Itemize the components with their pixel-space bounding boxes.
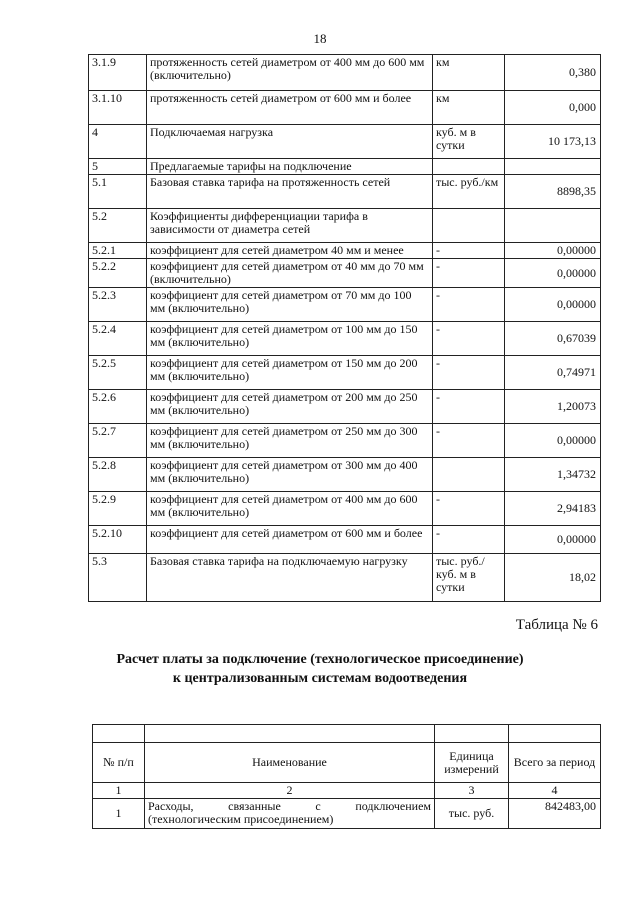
tariff-row (89, 356, 601, 390)
row-num: 5.2.6 (89, 390, 147, 424)
row-num: 1 (93, 799, 145, 829)
row-unit: - (433, 390, 505, 424)
row-value: 0,00000 (505, 288, 601, 322)
row-num: 5.2.9 (89, 492, 147, 526)
row-value (505, 159, 601, 175)
table-6-title (0, 650, 640, 688)
row-name: коэффициент для сетей диаметром от 600 мм и более (147, 526, 433, 554)
tariff-row (89, 55, 601, 91)
row-unit: км (433, 55, 505, 91)
row-value: 1,34732 (505, 458, 601, 492)
table-6-header-row (93, 743, 601, 783)
tariff-row (89, 458, 601, 492)
table-6-data-row (93, 799, 601, 829)
tariff-row (89, 288, 601, 322)
row-num: 5 (89, 159, 147, 175)
row-value: 0,380 (505, 55, 601, 91)
row-name: коэффициент для сетей диаметром от 250 мм до 300 мм (включительно) (147, 424, 433, 458)
row-unit (433, 209, 505, 243)
table-6-top-row (93, 725, 601, 743)
row-name: Подключаемая нагрузка (147, 125, 433, 159)
row-unit (433, 458, 505, 492)
header-total: Всего за период (509, 743, 601, 783)
tariff-row (89, 243, 601, 259)
tariff-row (89, 91, 601, 125)
row-name: Предлагаемые тарифы на подключение (147, 159, 433, 175)
tariff-row (89, 424, 601, 458)
row-num: 4 (89, 125, 147, 159)
column-number: 2 (145, 783, 435, 799)
row-num: 5.3 (89, 554, 147, 602)
row-unit (433, 159, 505, 175)
row-name: коэффициент для сетей диаметром от 100 мм до 150 мм (включительно) (147, 322, 433, 356)
header-name: Наименование (145, 743, 435, 783)
row-unit: куб. м в сутки (433, 125, 505, 159)
row-unit: - (433, 243, 505, 259)
table-6-title-line-2: к централизованным системам водоотведения (172, 671, 468, 686)
row-num: 5.2.3 (89, 288, 147, 322)
tariff-row (89, 390, 601, 424)
row-value: 0,00000 (505, 424, 601, 458)
row-num: 5.2.10 (89, 526, 147, 554)
connection-fee-table (92, 724, 601, 829)
tariff-row (89, 492, 601, 526)
row-value: 0,74971 (505, 356, 601, 390)
row-unit: тыс. руб./км (433, 175, 505, 209)
column-number: 4 (509, 783, 601, 799)
row-value (505, 209, 601, 243)
row-value: 0,00000 (505, 259, 601, 288)
tariff-row (89, 526, 601, 554)
row-unit: тыс. руб./ куб. м в сутки (433, 554, 505, 602)
tariff-row (89, 175, 601, 209)
row-value: 1,20073 (505, 390, 601, 424)
row-total: 842483,00 (509, 799, 601, 829)
row-name: протяженность сетей диаметром от 600 мм и более (147, 91, 433, 125)
column-number: 1 (93, 783, 145, 799)
row-name: коэффициент для сетей диаметром от 200 мм до 250 мм (включительно) (147, 390, 433, 424)
row-value: 18,02 (505, 554, 601, 602)
row-num: 3.1.9 (89, 55, 147, 91)
page-number: 18 (313, 31, 327, 46)
row-unit: - (433, 424, 505, 458)
empty-cell (93, 725, 145, 743)
row-num: 5.2.8 (89, 458, 147, 492)
row-num: 5.2.5 (89, 356, 147, 390)
table-6-title-line-1: Расчет платы за подключение (технологическое присоединение) (116, 652, 524, 667)
row-unit: - (433, 322, 505, 356)
row-value: 0,67039 (505, 322, 601, 356)
row-unit: - (433, 356, 505, 390)
row-unit: тыс. руб. (435, 799, 509, 829)
row-name: Базовая ставка тарифа на подключаемую нагрузку (147, 554, 433, 602)
row-value: 10 173,13 (505, 125, 601, 159)
row-num: 5.2.7 (89, 424, 147, 458)
row-num: 5.2.2 (89, 259, 147, 288)
row-num: 5.2 (89, 209, 147, 243)
row-name: коэффициент для сетей диаметром от 300 мм до 400 мм (включительно) (147, 458, 433, 492)
row-unit: - (433, 288, 505, 322)
row-name: коэффициент для сетей диаметром от 150 мм до 200 мм (включительно) (147, 356, 433, 390)
header-num: № п/п (93, 743, 145, 783)
empty-cell (435, 725, 509, 743)
row-unit: - (433, 526, 505, 554)
tariff-row (89, 322, 601, 356)
tariff-row (89, 259, 601, 288)
row-unit: - (433, 259, 505, 288)
empty-cell (145, 725, 435, 743)
row-value: 2,94183 (505, 492, 601, 526)
table-6-column-numbers-row (93, 783, 601, 799)
header-unit: Единица измерений (435, 743, 509, 783)
row-name: коэффициент для сетей диаметром от 70 мм до 100 мм (включительно) (147, 288, 433, 322)
row-value: 0,00000 (505, 526, 601, 554)
row-name: Расходы, связанные с подключением (технологическим присоединением) (145, 799, 435, 829)
row-name: коэффициент для сетей диаметром 40 мм и менее (147, 243, 433, 259)
tariff-row (89, 159, 601, 175)
row-value: 0,000 (505, 91, 601, 125)
row-name: Базовая ставка тарифа на протяженность сетей (147, 175, 433, 209)
tariff-row (89, 125, 601, 159)
empty-cell (509, 725, 601, 743)
row-name: Коэффициенты дифференциации тарифа в зависимости от диаметра сетей (147, 209, 433, 243)
row-name: коэффициент для сетей диаметром от 400 мм до 600 мм (включительно) (147, 492, 433, 526)
row-num: 5.2.1 (89, 243, 147, 259)
row-num: 5.1 (89, 175, 147, 209)
row-unit: км (433, 91, 505, 125)
table-6-label: Таблица № 6 (515, 617, 598, 633)
row-value: 0,00000 (505, 243, 601, 259)
column-number: 3 (435, 783, 509, 799)
row-num: 3.1.10 (89, 91, 147, 125)
row-num: 5.2.4 (89, 322, 147, 356)
tariff-table (88, 54, 601, 602)
row-unit: - (433, 492, 505, 526)
row-value: 8898,35 (505, 175, 601, 209)
tariff-row (89, 554, 601, 602)
row-name: коэффициент для сетей диаметром от 40 мм до 70 мм (включительно) (147, 259, 433, 288)
row-name: протяженность сетей диаметром от 400 мм до 600 мм (включительно) (147, 55, 433, 91)
tariff-row (89, 209, 601, 243)
